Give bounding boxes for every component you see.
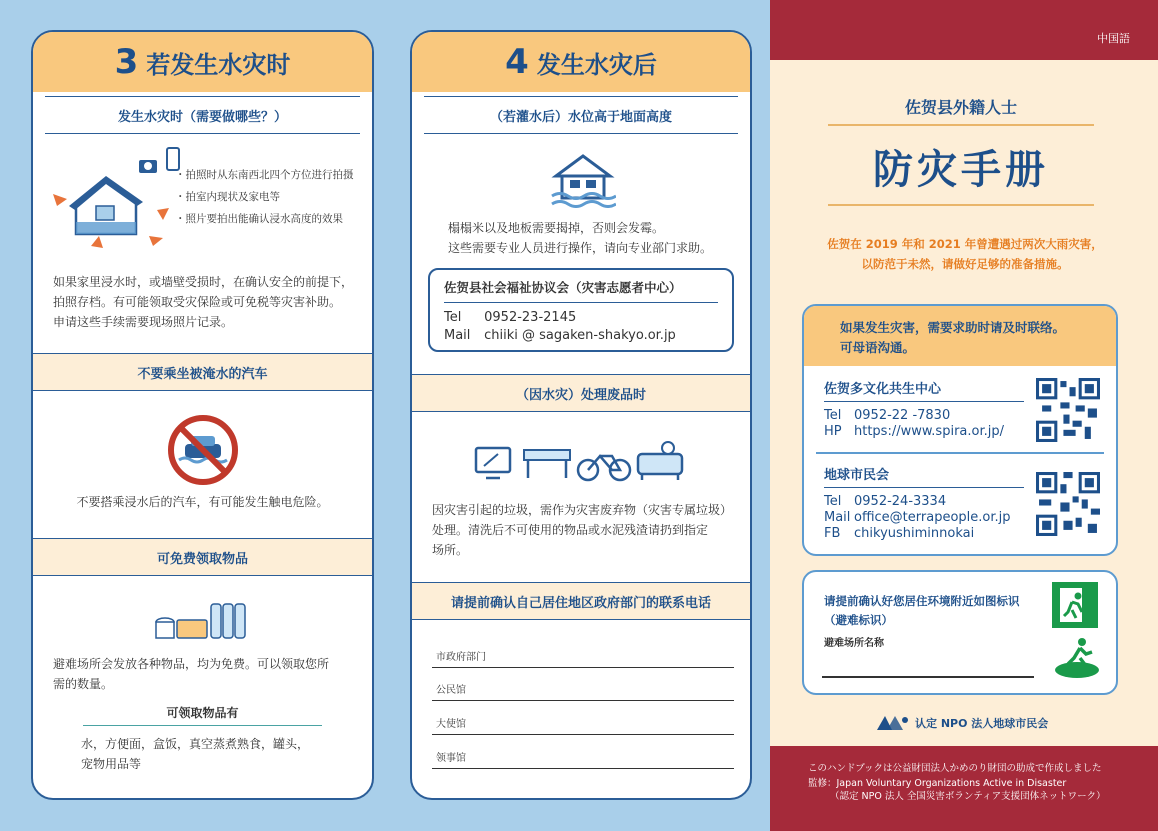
evacuation-site-icon — [1052, 636, 1102, 680]
org-row — [824, 510, 1024, 526]
org-row — [824, 408, 1024, 424]
list-item: ・ 照片要拍出能确认浸水高度的效果 — [175, 208, 354, 230]
row-label: HP — [824, 424, 842, 439]
waste-items-icon — [472, 440, 692, 484]
text-line: 水，方便面，盒饭，真空蒸煮熟食，罐头， — [81, 737, 310, 751]
items-list — [81, 734, 361, 774]
email-link[interactable]: office@terrapeople.or.jp — [854, 510, 1011, 525]
bicycle-icon — [578, 456, 630, 480]
row-label: FB — [824, 526, 841, 541]
text-line: 因灾害引起的垃圾，需作为灾害废弃物（灾害专属垃圾） — [432, 503, 733, 517]
contact-line-embassy: 大使馆 — [432, 713, 734, 735]
emergency-exit-icon — [1052, 582, 1098, 628]
qr-code-icon[interactable] — [1036, 378, 1100, 442]
npo-logo-icon — [875, 714, 909, 732]
no-car-flood-icon — [167, 414, 239, 486]
panel-header — [412, 32, 750, 92]
evacuation-text — [824, 592, 1044, 630]
text-line: 佐贺在 2019 年和 2021 年曾遭遇过两次大雨灾害， — [827, 237, 1103, 251]
text-line: 场所。 — [432, 543, 469, 557]
footer-line: このハンドブックは公益財団法人かめのり財団の助成で作成しました — [808, 763, 1102, 774]
row-label: Tel — [824, 408, 842, 423]
text-line: 请提前确认好您居住环境附近如图标识 — [824, 594, 1020, 608]
items-heading: 可领取物品有 — [83, 704, 322, 726]
panel-if-flood — [31, 30, 374, 800]
text-line: 可母语沟通。 — [840, 340, 916, 355]
text-line: 如果发生灾害，需要求助时请及时联络。 — [840, 320, 1066, 335]
row-label: Tel — [824, 494, 842, 509]
desk-icon — [524, 450, 570, 478]
volunteer-center-contact — [428, 268, 734, 352]
evacuation-site-line[interactable] — [822, 676, 1034, 678]
text-line: （避难标识） — [824, 613, 893, 627]
photo-tips-list — [175, 164, 354, 230]
row-value: 0952-24-3334 — [854, 494, 947, 509]
contact-box-header — [804, 306, 1116, 366]
supplies-icon — [155, 596, 251, 644]
contact-line-consulate: 领事馆 — [432, 747, 734, 769]
cover-subtitle: 佐贺县外籍人士 — [904, 98, 1017, 117]
emergency-contact-box — [802, 304, 1118, 556]
text-line: 申请这些手续需要现场照片记录。 — [53, 315, 234, 329]
supplies-text — [53, 654, 363, 694]
panel-header — [33, 32, 372, 92]
panel-number: 4 — [505, 42, 529, 82]
section-heading: 可免费领取物品 — [33, 538, 372, 576]
contact-tel-row — [444, 309, 718, 327]
text-line: 这些需要专业人员进行操作，请向专业部门求助。 — [448, 241, 713, 255]
mail-value: chiiki @ sagaken-shakyo.or.jp — [484, 328, 676, 343]
cover-top-bar — [770, 0, 1158, 60]
footer-line: （認定 NPO 法人 全国災害ボランティア支援団体ネットワーク） — [830, 791, 1106, 802]
text-line: 以防范于未然，请做好足够的准备措施。 — [861, 257, 1069, 271]
text-line: 避难场所会发放各种物品，均为免费。可以领取您所 — [53, 657, 330, 671]
tel-value: 0952-23-2145 — [484, 310, 577, 325]
org-spira — [824, 378, 1024, 440]
flood-photo-text — [53, 272, 363, 332]
cover-footer — [770, 746, 1158, 831]
sofa-icon — [638, 442, 682, 480]
row-value: chikyushiminnokai — [854, 526, 975, 541]
section-heading: 发生水灾时（需要做哪些？） — [45, 96, 360, 134]
divider — [816, 452, 1104, 454]
org-terrapeople — [824, 464, 1024, 542]
text-line: 处理。清洗后不可使用的物品或水泥残渣请扔到指定 — [432, 523, 709, 537]
org-name: 佐贺多文化共生中心 — [824, 378, 1024, 402]
panel-title: 若发生水灾时 — [146, 50, 291, 79]
language-label: 中国語 — [1097, 32, 1130, 45]
row-label: Mail — [824, 510, 851, 525]
text-line: 宠物用品等 — [81, 757, 142, 771]
section-heading: 请提前确认自己居住地区政府部门的联系电话 — [412, 582, 750, 620]
waste-text — [432, 500, 742, 560]
npo-name: 认定 NPO 法人地球市民会 — [915, 717, 1049, 730]
panel-number: 3 — [114, 42, 139, 82]
mail-label: Mail — [444, 328, 471, 343]
divider — [828, 124, 1094, 126]
section-heading: 不要乘坐被淹水的汽车 — [33, 353, 372, 391]
house-water-icon — [550, 152, 616, 208]
contact-mail-row — [444, 327, 718, 345]
monitor-icon — [476, 448, 510, 478]
row-value: 0952-22 -7830 — [854, 408, 951, 423]
divider — [828, 204, 1094, 206]
car-warning-text: 不要搭乘浸水后的汽车，有可能发生触电危险。 — [76, 495, 329, 509]
contact-line-city-office: 市政府部门 — [432, 646, 734, 668]
section-heading: （因水灾）处理废品时 — [412, 374, 750, 412]
org-row — [824, 526, 1024, 542]
website-link[interactable]: https://www.spira.or.jp/ — [854, 424, 1004, 439]
tel-label: Tel — [444, 310, 462, 325]
text-line: 拍照存档。有可能领取受灾保险或可免税等灾害补助。 — [53, 295, 342, 309]
panel-after-flood — [410, 30, 752, 800]
house-flood-icon — [51, 144, 181, 254]
qr-code-icon[interactable] — [1036, 472, 1100, 536]
text-line: 如果家里浸水时，或墙壁受损时，在确认安全的前提下， — [53, 275, 354, 289]
evacuation-sign-box — [802, 570, 1118, 695]
footer-line: 監修：Japan Voluntary Organizations Active in Disaster — [808, 778, 1067, 789]
list-item: ・ 拍室内现状及家电等 — [175, 186, 354, 208]
contact-title: 佐贺县社会福祉协议会（灾害志愿者中心） — [444, 278, 718, 303]
text-line: 需的数量。 — [53, 677, 114, 691]
org-name: 地球市民会 — [824, 464, 1024, 488]
cover-title: 防灾手册 — [873, 147, 1049, 193]
text-line: 榻榻米以及地板需要揭掉，否则会发霉。 — [448, 221, 665, 235]
list-item: ・ 拍照时从东南西北四个方位进行拍摄 — [175, 164, 354, 186]
org-row[interactable] — [824, 424, 1024, 440]
tatami-text — [448, 218, 748, 258]
section-heading: （若灌水后）水位高于地面高度 — [424, 96, 738, 134]
contact-line-community-center: 公民馆 — [432, 679, 734, 701]
org-row — [824, 494, 1024, 510]
evacuation-site-label: 避难场所名称 — [824, 638, 884, 649]
panel-title: 发生水灾后 — [536, 50, 657, 79]
cover-intro — [800, 234, 1130, 274]
npo-credit — [875, 714, 1048, 732]
